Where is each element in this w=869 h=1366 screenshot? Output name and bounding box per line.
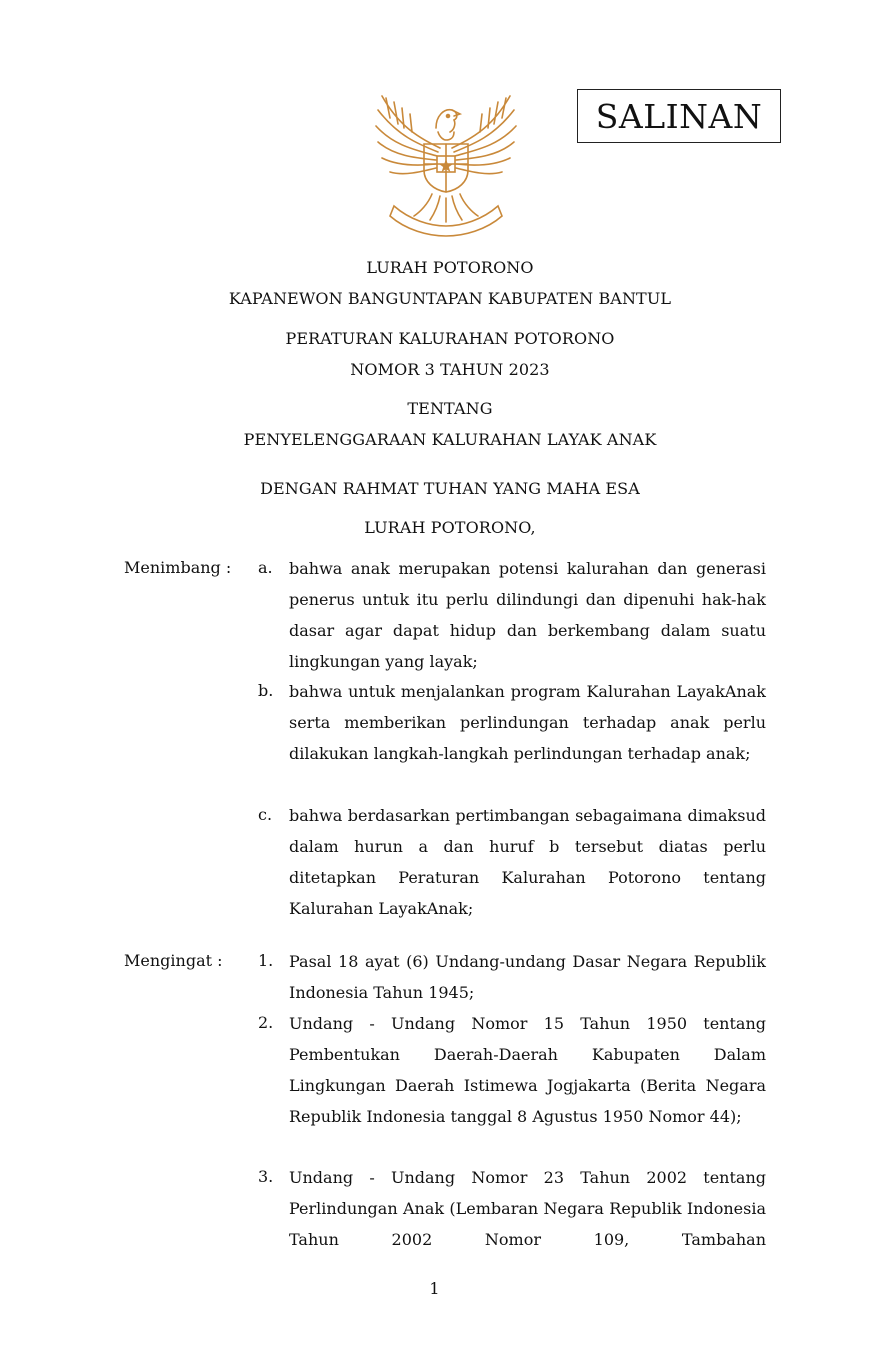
- issuer-signature-line: LURAH POTORONO,: [364, 518, 536, 537]
- mengingat-item-mark: 3.: [258, 1167, 274, 1186]
- menimbang-item-text: bahwa untuk menjalankan program Kalurahan LayakAnak serta memberikan perlindungan terhadap anak perlu dilakukan langkah-langkah perlindungan terhadap anak;: [289, 682, 766, 763]
- garuda-emblem-icon: [370, 88, 522, 240]
- regulation-title: PERATURAN KALURAHAN POTORONO: [285, 329, 615, 348]
- mengingat-label: Mengingat :: [124, 951, 223, 970]
- menimbang-item-mark: a.: [258, 558, 273, 577]
- issuer-title: LURAH POTORONO: [366, 258, 534, 277]
- page-number: 1: [429, 1279, 440, 1298]
- salinan-stamp: SALINAN: [577, 89, 781, 143]
- menimbang-label: Menimbang :: [124, 558, 232, 577]
- mengingat-item-mark: 1.: [258, 951, 274, 970]
- issuer-region: KAPANEWON BANGUNTAPAN KABUPATEN BANTUL: [228, 289, 672, 308]
- mengingat-item-text: Undang - Undang Nomor 15 Tahun 1950 tentang Pembentukan Daerah-Daerah Kabupaten Dalam Lingkungan Daerah Istimewa Jogjakarta (Berita Negara Republik Indonesia tanggal 8 Agustus 1950 Nomor 44);: [289, 1014, 766, 1126]
- menimbang-item-text: bahwa berdasarkan pertimbangan sebagaimana dimaksud dalam hurun a dan huruf b tersebut diatas perlu ditetapkan Peraturan Kalurahan Potorono tentang Kalurahan LayakAnak;: [289, 806, 766, 918]
- regulation-subject: PENYELENGGARAAN KALURAHAN LAYAK ANAK: [243, 430, 657, 449]
- blessing-line: DENGAN RAHMAT TUHAN YANG MAHA ESA: [260, 479, 640, 498]
- mengingat-item-mark: 2.: [258, 1013, 274, 1032]
- menimbang-item-mark: b.: [258, 681, 274, 700]
- menimbang-item-text: bahwa anak merupakan potensi kalurahan dan generasi penerus untuk itu perlu dilindungi dan dipenuhi hak-hak dasar agar dapat hidup dan berkembang dalam suatu lingkungan yang layak;: [289, 559, 766, 671]
- mengingat-item-text: Pasal 18 ayat (6) Undang-undang Dasar Negara Republik Indonesia Tahun 1945;: [289, 952, 766, 1002]
- regulation-number: NOMOR 3 TAHUN 2023: [350, 360, 550, 379]
- about-label: TENTANG: [407, 399, 493, 418]
- menimbang-item-mark: c.: [258, 805, 273, 824]
- mengingat-item-text: Undang - Undang Nomor 23 Tahun 2002 tentang Perlindungan Anak (Lembaran Negara Republik Indonesia Tahun 2002 Nomor 109, Tambahan: [289, 1168, 766, 1249]
